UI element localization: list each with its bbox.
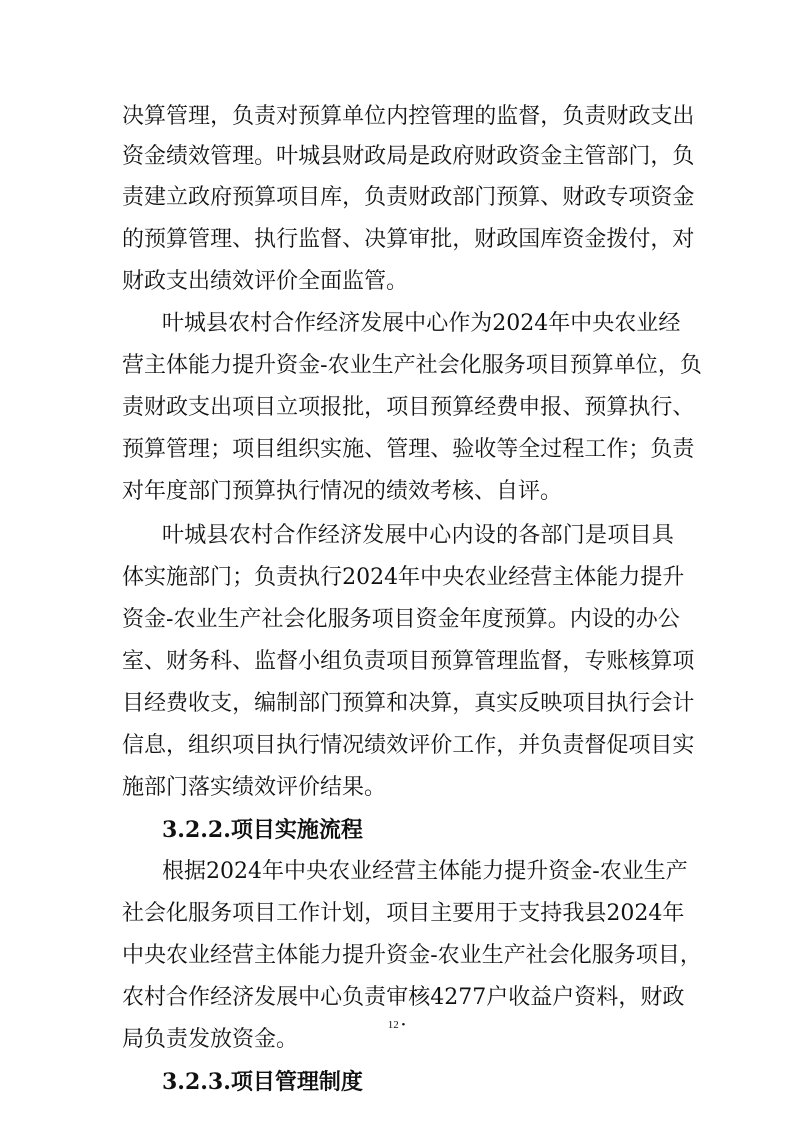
body-text-line: 中 央 农 业 经 营 主 体 能 力 提 升 资 金 - 农 业 生 产 社 会 化 服 务 项 目 ，: [122, 943, 702, 968]
body-text-line: 的 预 算 管 理 、 执 行 监 督 、 决 算 审 批 ， 财 政 国 库 资 金 拨 付 ， 对: [122, 227, 695, 252]
body-text-line: 目 经 费 收 支 ， 编 制 部 门 预 算 和 决 算 ， 真 实 反 映 项 目 执 行 会 计: [122, 691, 695, 716]
body-text-line: 预 算 管 理 ； 项 目 组 织 实 施 、 管 理 、 验 收 等 全 过 程 工 作 ； 负 责: [122, 437, 695, 462]
body-text-line: 农 村 合 作 经 济 发 展 中 心 负 责 审 核 4277 户 收 益 户 资 料 ， 财 政: [122, 985, 685, 1010]
body-text-line: 信 息 ， 组 织 项 目 执 行 情 况 绩 效 评 价 工 作 ， 并 负 责 督 促 项 目 实: [122, 733, 695, 758]
body-text-line: 根 据 2024 年 中 央 农 业 经 营 主 体 能 力 提 升 资 金 - 农 业 生 产: [162, 859, 688, 884]
body-text-line: 营 主 体 能 力 提 升 资 金 - 农 业 生 产 社 会 化 服 务 项 目 预 算 单 位 ， 负: [122, 353, 702, 378]
body-text-line: 施部门落实绩效评价结果。: [122, 775, 387, 800]
section-heading-3-2-2: 3.2.2.项目实施流程: [162, 817, 363, 843]
body-text-line: 资 金 绩 效 管 理 。 叶 城 县 财 政 局 是 政 府 财 政 资 金 主 管 部 门 ， 负: [122, 144, 695, 169]
section-heading-3-2-3: 3.2.3.项目管理制度: [162, 1069, 363, 1095]
body-text-line: 决 算 管 理 ， 负 责 对 预 算 单 位 内 控 管 理 的 监 督 ， 负 责 财 政 支 出: [122, 104, 695, 129]
body-text-line: 室 、 财 务 科 、 监 督 小 组 负 责 项 目 预 算 管 理 监 督 ， 专 账 核 算 项: [122, 649, 695, 674]
body-text-line: 体 实 施 部 门 ； 负 责 执 行 2024 年 中 央 农 业 经 营 主 体 能 力 提 升: [122, 565, 685, 590]
body-text-line: 责 建 立 政 府 预 算 项 目 库 ， 负 责 财 政 部 门 预 算 、 财 政 专 项 资 金: [122, 185, 695, 210]
body-text-line: 叶 城 县 农 村 合 作 经 济 发 展 中 心 内 设 的 各 部 门 是 项 目 具: [162, 523, 674, 548]
body-text-line: 叶 城 县 农 村 合 作 经 济 发 展 中 心 作 为 2024 年 中 央 农 业 经: [162, 311, 681, 336]
body-text-line: 社 会 化 服 务 项 目 工 作 计 划 ， 项 目 主 要 用 于 支 持 我 县 2024 年: [122, 901, 685, 926]
body-text-line: 资 金 - 农 业 生 产 社 会 化 服 务 项 目 资 金 年 度 预 算 。 内 设 的 办 公: [122, 607, 680, 632]
body-text-line: 局负责发放资金。: [122, 1027, 299, 1052]
body-text-line: 责 财 政 支 出 项 目 立 项 报 批 ， 项 目 预 算 经 费 申 报 、 预 算 执 行 、: [122, 395, 695, 420]
body-text-line: 对年度部门预算执行情况的绩效考核、自评。: [122, 479, 563, 504]
body-text-line: 财政支出绩效评价全面监管。: [122, 269, 409, 294]
page-number: 12 •: [387, 1019, 406, 1031]
